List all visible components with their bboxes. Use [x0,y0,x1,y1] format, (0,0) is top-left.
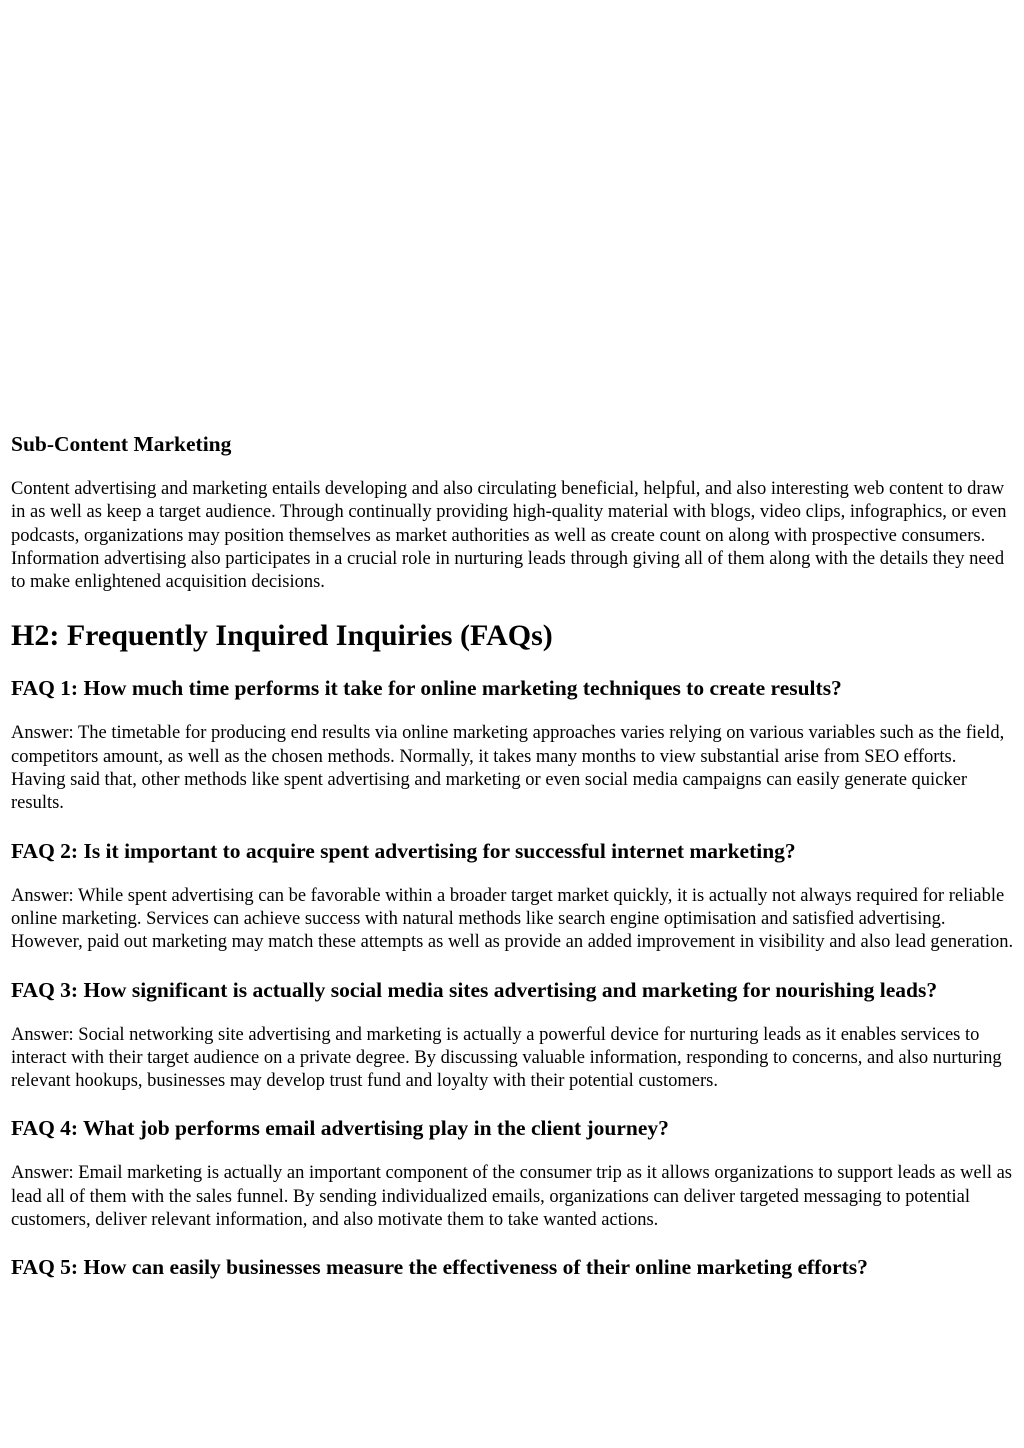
faq-question: FAQ 2: Is it important to acquire spent advertising for successful internet marketing? [11,838,796,863]
faq-question: FAQ 1: How much time performs it take for online marketing techniques to create results? [11,676,842,701]
document-page [11,0,1015,1281]
faq-section-heading: H2: Frequently Inquired Inquiries (FAQs) [11,619,553,653]
faq-answer: Answer: While spent advertising can be favorable within a broader target market quickly, it is actually not always required for reliable online marketing. Services can achieve success with natural methods like search engine optimisation and satisfied advertising. However, paid out marketing may match these attempts as well as provide an added improvement in visibility and also lead generation. [11,885,1014,953]
sub-content-heading: Sub-Content Marketing [11,432,232,456]
faq-question: FAQ 3: How significant is actually social media sites advertising and marketing for nourishing leads? [11,977,938,1002]
sub-content-paragraph: Content advertising and marketing entails developing and also circulating beneficial, helpful, and also interesting web content to draw in as well as keep a target audience. Through continually providing high-quality material with blogs, video clips, infographics, or even podcasts, organizations may position themselves as market authorities as well as create count on along with prospective consumers. Information advertising also participates in a crucial role in nurturing leads through giving all of them along with the details they need to make enlightened acquisition decisions. [11,479,1007,593]
faq-answer: Answer: Social networking site advertising and marketing is actually a powerful device for nurturing leads as it enables services to interact with their target audience on a private degree. By discussing valuable information, responding to concerns, and also nurturing relevant hookups, businesses may develop trust fund and loyalty with their potential customers. [11,1024,1002,1092]
faq-question: FAQ 5: How can easily businesses measure the effectiveness of their online marketing efforts? [11,1255,868,1280]
faq-answer: Answer: Email marketing is actually an important component of the consumer trip as it allows organizations to support leads as well as lead all of them with the sales funnel. By sending individualized emails, organizations can deliver targeted messaging to potential customers, deliver relevant information, and also motivate them to take wanted actions. [11,1163,1012,1231]
faq-answer: Answer: The timetable for producing end results via online marketing approaches varies relying on various variables such as the field, competitors amount, as well as the chosen methods. Normally, it takes many months to view substantial arise from SEO efforts. Having said that, other methods like spent advertising and marketing or even social media campaigns can easily generate quicker results. [11,723,1005,814]
faq-question: FAQ 4: What job performs email advertising play in the client journey? [11,1116,669,1141]
blank-area [11,0,1015,430]
